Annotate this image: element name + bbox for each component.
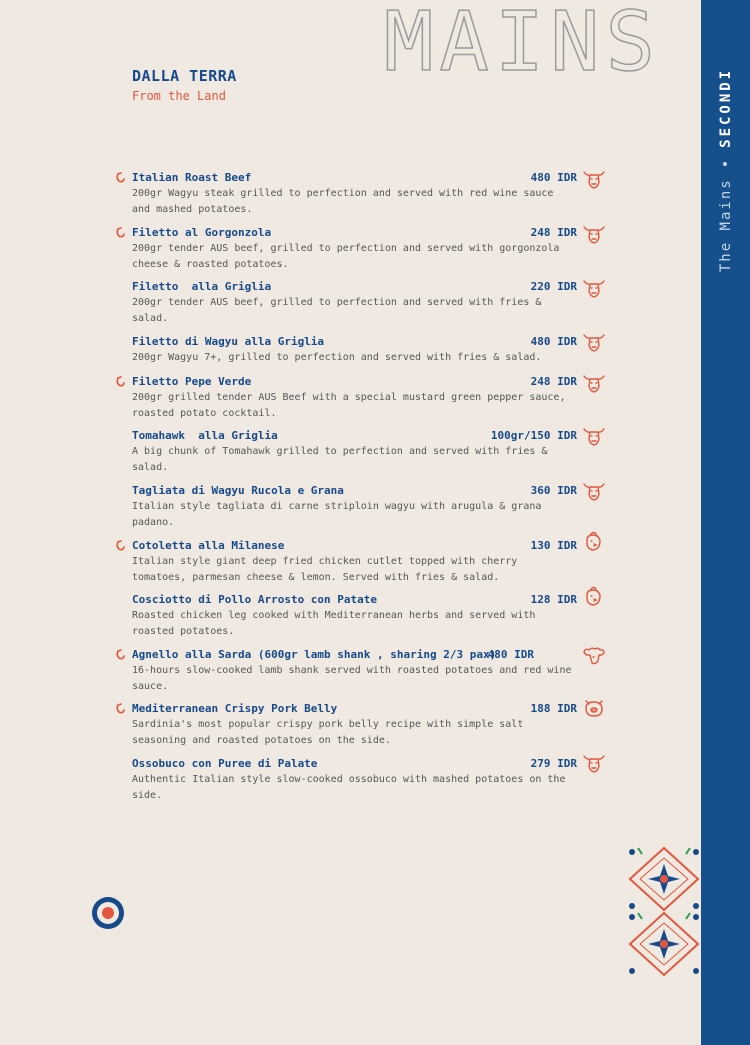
menu-item-price: 100gr/150 IDR	[490, 429, 577, 442]
decorative-tile-pattern	[628, 846, 700, 976]
menu-item-name: Mediterranean Crispy Pork Belly	[132, 702, 338, 715]
menu-item	[132, 484, 577, 530]
menu-item-price: 279 IDR	[530, 757, 577, 770]
chef-pick-icon	[115, 648, 127, 660]
menu-item-name: Filetto alla Griglia	[132, 280, 272, 293]
cow-icon	[581, 480, 607, 502]
chef-pick-icon	[115, 226, 127, 238]
menu-item-name: Italian Roast Beef	[132, 171, 252, 184]
menu-item-name: Tomahawk alla Griglia	[132, 429, 278, 442]
menu-item-description: 16-hours slow-cooked lamb shank served with roasted potatoes and red wine sauce.	[132, 665, 572, 692]
menu-item-name: Tagliata di Wagyu Rucola e Grana	[132, 484, 344, 497]
menu-item-description: 200gr Wagyu 7+, grilled to perfection and served with fries & salad.	[132, 352, 542, 363]
menu-item-price: 360 IDR	[530, 484, 577, 497]
menu-item	[132, 226, 577, 272]
sidebar-subtitle: The Mains	[718, 178, 734, 273]
menu-item-name: Ossobuco con Puree di Palate	[132, 757, 318, 770]
menu-item-price: 248 IDR	[530, 375, 577, 388]
menu-item-name: Agnello alla Sarda (600gr lamb shank , sharing 2/3 pax)	[132, 648, 497, 661]
menu-item-description: Sardinia's most popular crispy pork belly recipe with simple salt seasoning and roasted potatoes on the side.	[132, 719, 524, 746]
menu-item-price: 130 IDR	[530, 539, 577, 552]
menu-item	[132, 280, 577, 326]
cow-icon	[581, 372, 607, 394]
mains-title-text: MAINS	[384, 0, 661, 76]
chef-pick-icon	[115, 702, 127, 714]
menu-item-name: Cosciotto di Pollo Arrosto con Patate	[132, 593, 378, 606]
section-subtitle: From the Land	[132, 89, 226, 103]
menu-item-price: 220 IDR	[530, 280, 577, 293]
menu-item-description: 200gr grilled tender AUS Beef with a special mustard green pepper sauce, roasted potato cocktail.	[132, 392, 566, 419]
menu-item-name: Filetto di Wagyu alla Griglia	[132, 335, 325, 348]
menu-item-price: 248 IDR	[530, 226, 577, 239]
menu-item	[132, 429, 577, 475]
menu-item-name: Filetto al Gorgonzola	[132, 226, 272, 239]
chicken-icon	[581, 585, 607, 607]
menu-item-description: A big chunk of Tomahawk grilled to perfection and served with fries & salad.	[132, 446, 548, 473]
menu-item-description: 200gr tender AUS beef, grilled to perfection and served with gorgonzola cheese & roasted potatoes.	[132, 243, 560, 270]
menu-item-description: Roasted chicken leg cooked with Mediterranean herbs and served with roasted potatoes.	[132, 610, 536, 637]
menu-item	[132, 648, 577, 694]
sidebar-label	[718, 68, 734, 272]
cow-icon	[581, 277, 607, 299]
section-title: DALLA TERRA	[132, 67, 237, 85]
menu-item-name: Filetto Pepe Verde	[132, 375, 252, 388]
pig-icon	[581, 697, 607, 719]
cow-icon	[581, 223, 607, 245]
cow-icon	[581, 331, 607, 353]
cow-icon	[581, 168, 607, 190]
cow-icon	[581, 752, 607, 774]
menu-item	[132, 757, 577, 803]
menu-item-price: 188 IDR	[530, 702, 577, 715]
cow-icon	[581, 425, 607, 447]
menu-item	[132, 539, 577, 585]
chef-pick-icon	[115, 171, 127, 183]
menu-item	[132, 375, 577, 421]
menu-item-description: Authentic Italian style slow-cooked ossobuco with mashed potatoes on the side.	[132, 774, 566, 801]
menu-item-price: 480 IDR	[530, 335, 577, 348]
mains-outline-title	[382, 0, 702, 76]
menu-item-price: 480 IDR	[487, 648, 534, 661]
chef-pick-icon	[115, 539, 127, 551]
menu-item-description: Italian style giant deep fried chicken cutlet topped with cherry tomatoes, parmesan cheese & lemon. Served with fries & salad.	[132, 556, 518, 583]
menu-item-description: 200gr tender AUS beef, grilled to perfection and served with fries & salad.	[132, 297, 542, 324]
menu-item-price: 128 IDR	[530, 593, 577, 606]
menu-item	[132, 702, 577, 748]
lamb-icon	[581, 644, 607, 666]
chef-pick-icon	[115, 375, 127, 387]
menu-item-description: Italian style tagliata di carne striploin wagyu with arugula & grana padano.	[132, 501, 542, 528]
menu-item	[132, 171, 577, 217]
sidebar-dot: •	[718, 157, 734, 169]
target-icon	[90, 895, 126, 931]
sidebar-title: SECONDI	[718, 67, 734, 148]
menu-item	[132, 335, 577, 366]
menu-item-description: 200gr Wagyu steak grilled to perfection and served with red wine sauce and mashed potatoes.	[132, 188, 554, 215]
menu-item	[132, 593, 577, 639]
chicken-icon	[581, 530, 607, 552]
menu-item-name: Cotoletta alla Milanese	[132, 539, 285, 552]
menu-item-price: 480 IDR	[530, 171, 577, 184]
